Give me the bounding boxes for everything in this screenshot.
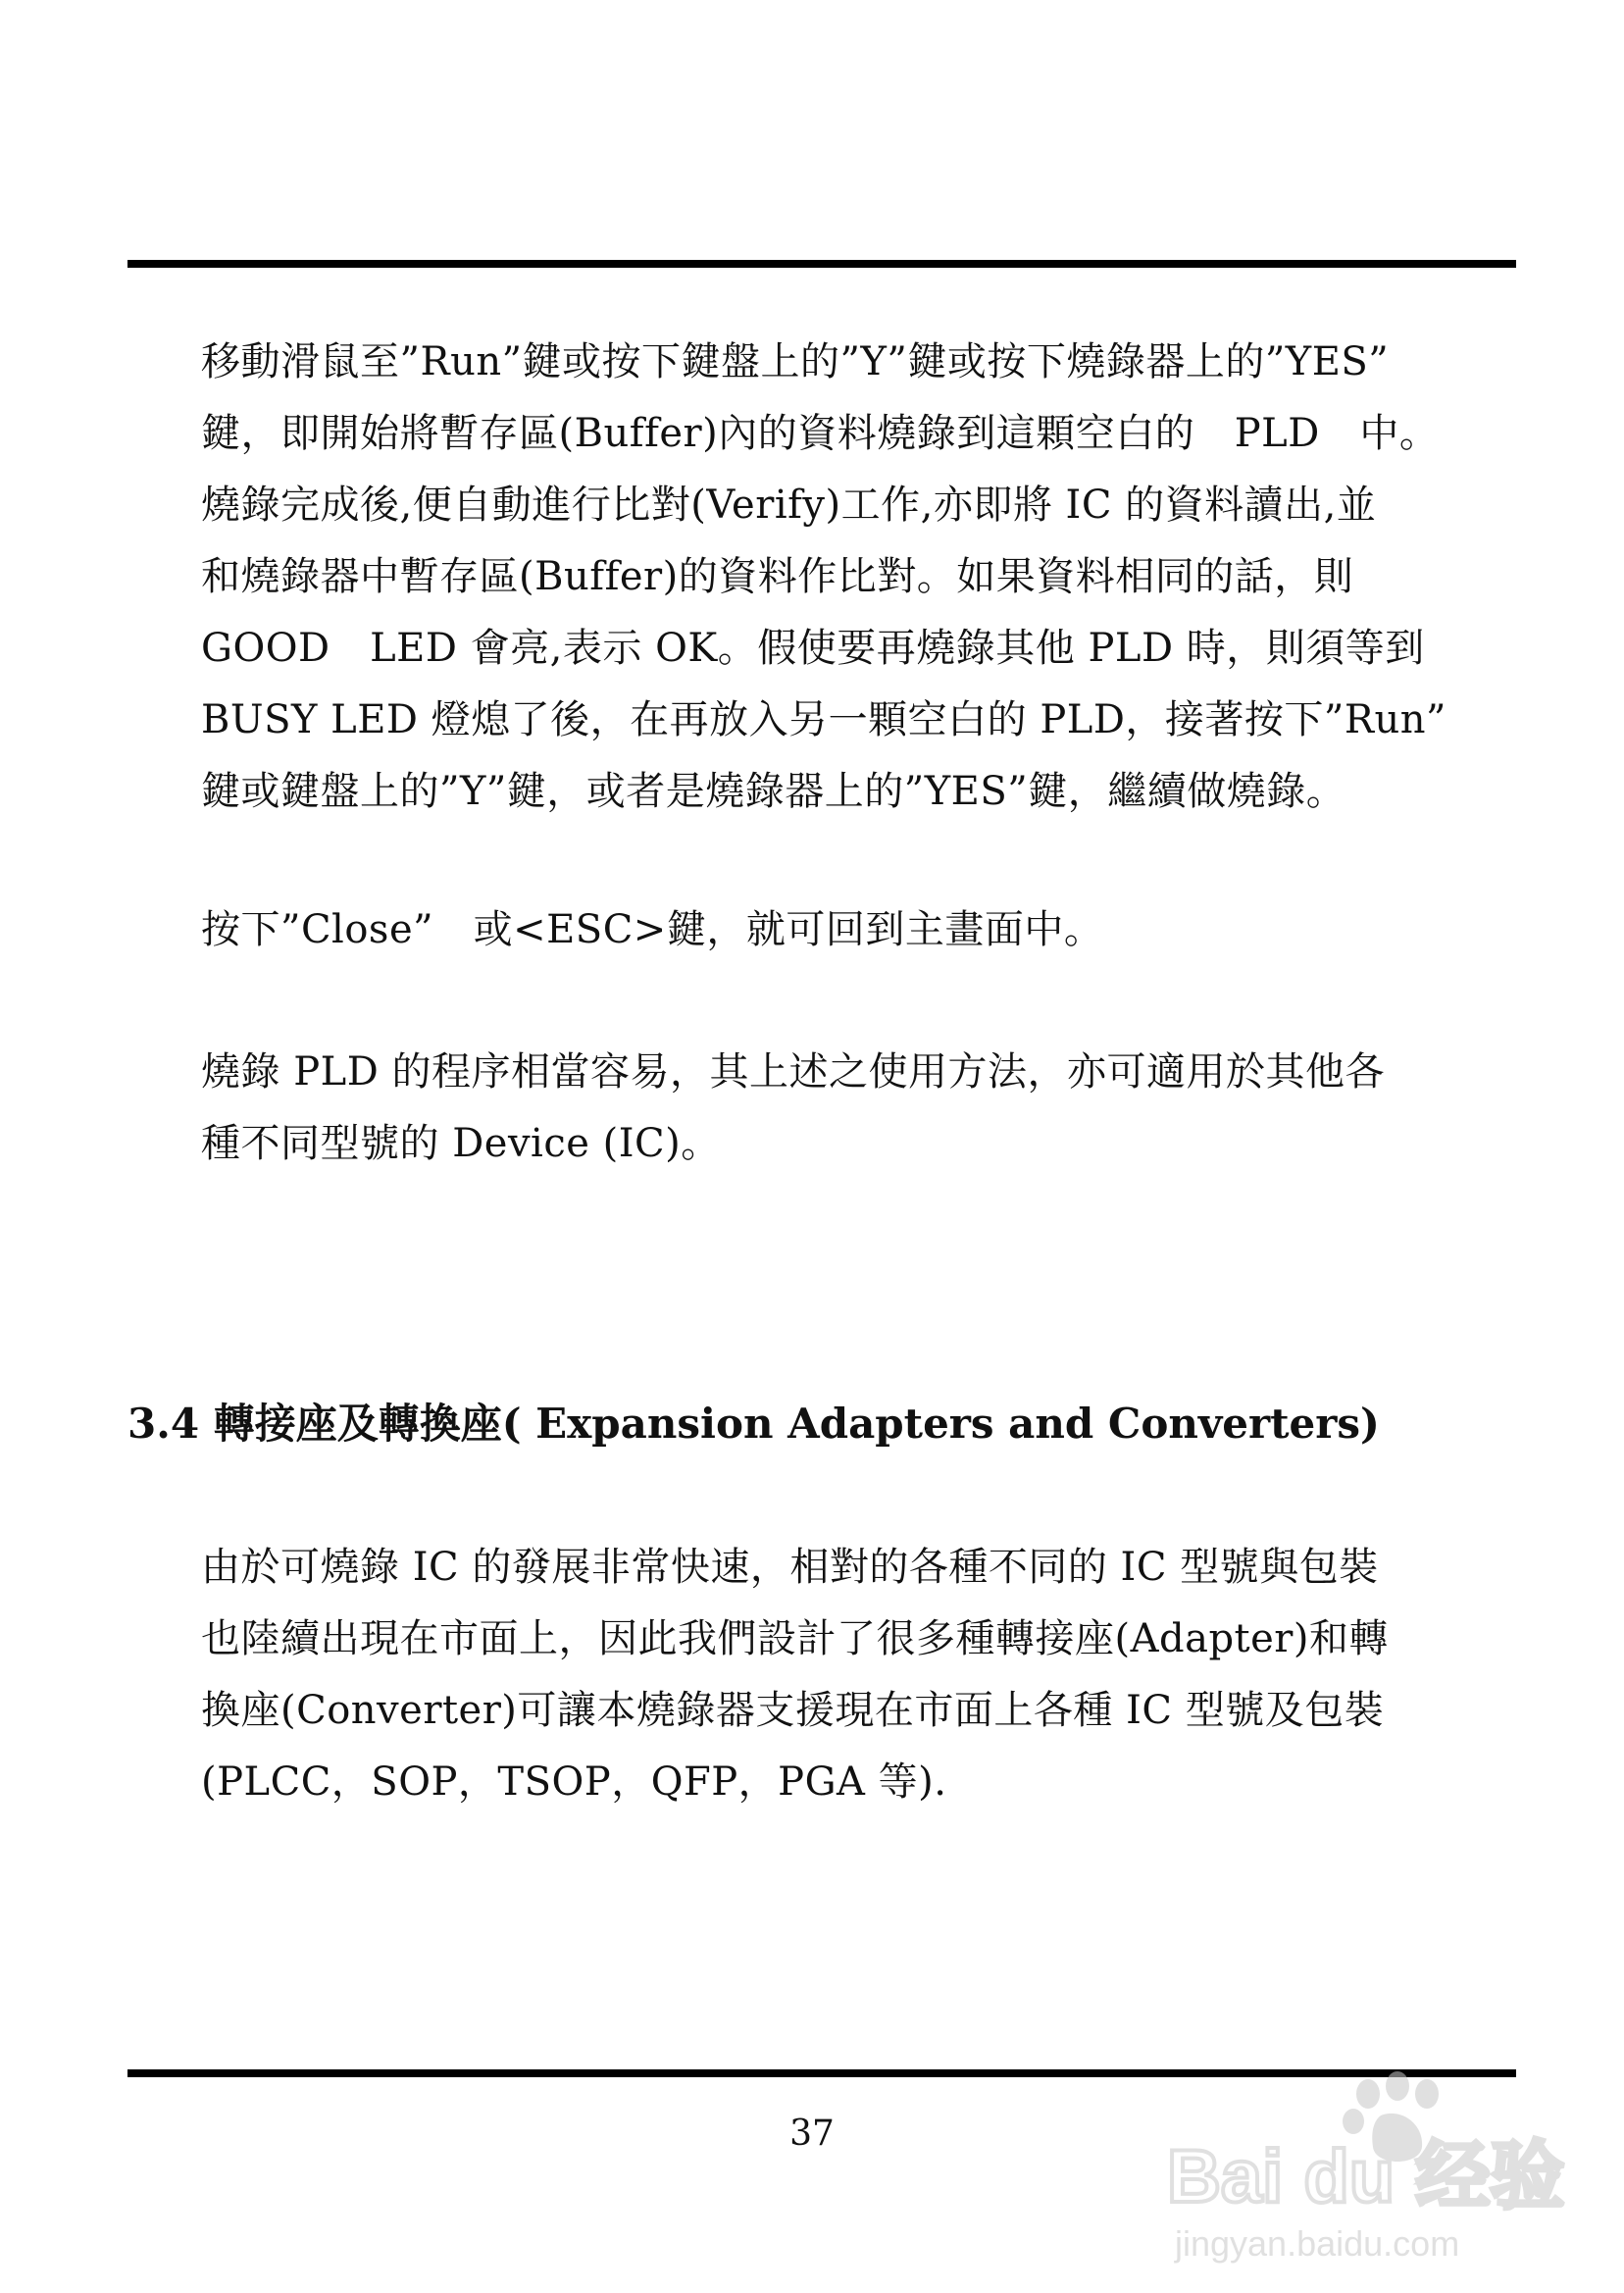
text-line: 種不同型號的 Device (IC)。 xyxy=(201,1121,721,1166)
text-line: 也陸續出現在市面上，因此我們設計了很多種轉接座(Adapter)和轉 xyxy=(201,1616,1390,1661)
watermark-url: jingyan.baidu.com xyxy=(1175,2223,1460,2264)
text-line: 按下”Close” 或<ESC>鍵，就可回到主畫面中。 xyxy=(201,907,1104,952)
text-line: 鍵或鍵盤上的”Y”鍵，或者是燒錄器上的”YES”鍵，繼續做燒錄。 xyxy=(201,769,1346,814)
page-number: 37 xyxy=(789,2114,835,2154)
text-line: 燒錄完成後,便自動進行比對(Verify)工作,亦即將 IC 的資料讀出,並 xyxy=(201,483,1377,528)
text-line: (PLCC，SOP，TSOP，QFP，PGA 等). xyxy=(201,1759,947,1805)
header-rule xyxy=(127,260,1516,268)
paragraph-1 xyxy=(201,327,1486,828)
text-line: 和燒錄器中暫存區(Buffer)的資料作比對。如果資料相同的話，則 xyxy=(201,554,1354,599)
text-line: 燒錄 PLD 的程序相當容易，其上述之使用方法，亦可適用於其他各 xyxy=(201,1049,1385,1095)
text-line: BUSY LED 燈熄了後，在再放入另一顆空白的 PLD，接著按下”Run” xyxy=(201,697,1446,742)
text-line: 鍵，即開始將暫存區(Buffer)內的資料燒錄到這顆空白的 PLD 中。 xyxy=(201,411,1440,456)
text-line: 移動滑鼠至”Run”鍵或按下鍵盤上的”Y”鍵或按下燒錄器上的”YES” xyxy=(201,339,1390,384)
baidu-jingyan-watermark xyxy=(1157,2064,1589,2270)
watermark-logo-text: Bai du 经验 xyxy=(1167,2135,1565,2218)
watermark-logo xyxy=(1157,2064,1589,2270)
paragraph-4 xyxy=(201,1532,1486,1818)
text-line: 由於可燒錄 IC 的發展非常快速，相對的各種不同的 IC 型號與包裝 xyxy=(201,1545,1379,1590)
paragraph-3 xyxy=(201,1037,1486,1180)
section-heading: 3.4 轉接座及轉換座( Expansion Adapters and Converters) xyxy=(127,1400,1380,1448)
text-line: GOOD LED 會亮,表示 OK。假使要再燒錄其他 PLD 時，則須等到 xyxy=(201,626,1425,671)
paragraph-2 xyxy=(201,894,1486,966)
text-line: 換座(Converter)可讓本燒錄器支援現在市面上各種 IC 型號及包裝 xyxy=(201,1688,1385,1733)
